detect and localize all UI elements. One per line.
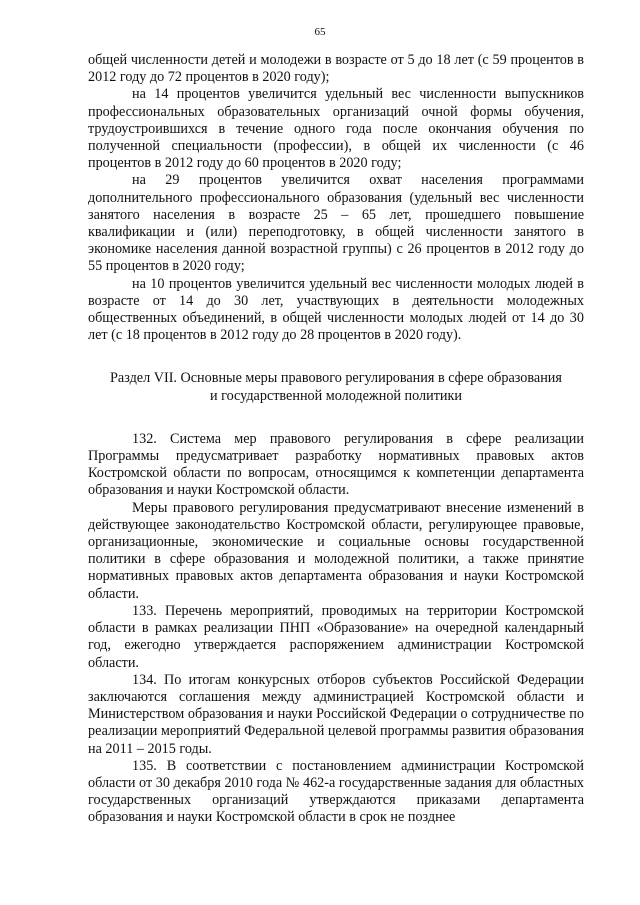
paragraph-135: 135. В соответствии с постановлением администрации Костромской области от 30 декабря 2010 года № 462-а государственные задания для областных государственных организаций утверждаются приказами департамента образования и науки Костромской области в срок не позднее (88, 757, 584, 826)
paragraph-132: 132. Система мер правового регулирования в сфере реализации Программы предусматривает разработку нормативных правовых актов Костромской области по вопросам, относящимся к компетенции департамента образования и науки Костромской области. (88, 430, 584, 499)
document-body (88, 52, 584, 827)
paragraph-continuation: общей численности детей и молодежи в возрасте от 5 до 18 лет (с 59 процентов в 2012 году до 72 процентов в 2020 году); (88, 52, 584, 86)
section-heading-line-2: и государственной молодежной политики (209, 387, 463, 404)
paragraph-134: 134. По итогам конкурсных отборов субъектов Российской Федерации заключаются соглашения между администрацией Костромской области и Министерством образования и науки Российской Федерации о сотрудничестве по реализации мероприятий Федеральной целевой программы развития образования на 2011 – 2015 годы. (88, 671, 584, 757)
page-number: 65 (314, 26, 326, 38)
paragraph-133: 133. Перечень мероприятий, проводимых на территории Костромской области в рамках реализации ПНП «Образование» на очередной календарный год, ежегодно утверждается распоряжением администрации Костромской области. (88, 602, 584, 671)
paragraph-professional-education-coverage: на 29 процентов увеличится охват населения программами дополнительного профессионального образования (удельный вес численности занятого населения в возрасте 25 – 65 лет, прошедшего повышение квалификации и (или) переподготовку, в общей численности занятого в экономике населения данной возрастной группы) с 26 процентов в 2012 году до 55 процентов в 2020 году; (88, 172, 584, 275)
paragraph-graduates-employment: на 14 процентов увеличится удельный вес численности выпускников профессиональных образовательных организаций очной формы обучения, трудоустроившихся в течение одного года после окончания обучения по полученной специальности (профессии), в общей их численности (с 46 процентов в 2012 году до 60 процентов в 2020 году; (88, 86, 584, 172)
paragraph-youth-associations: на 10 процентов увеличится удельный вес численности молодых людей в возрасте от 14 до 30 лет, участвующих в деятельности молодежных общественных объединений, в общей численности молодых людей от 14 до 30 лет (с 18 процентов в 2012 году до 28 процентов в 2020 году). (88, 275, 584, 344)
section-heading-line-1: Раздел VII. Основные меры правового регулирования в сфере образования (110, 370, 562, 387)
section-heading (88, 370, 584, 404)
paragraph-regulation-measures: Меры правового регулирования предусматривают внесение изменений в действующее законодательство Костромской области, регулирующее правовые, организационные, экономические и социальные основы государственной политики в сфере образования и молодежной политики, а также принятие нормативных правовых актов департамента образования и науки Костромской области. (88, 499, 584, 602)
